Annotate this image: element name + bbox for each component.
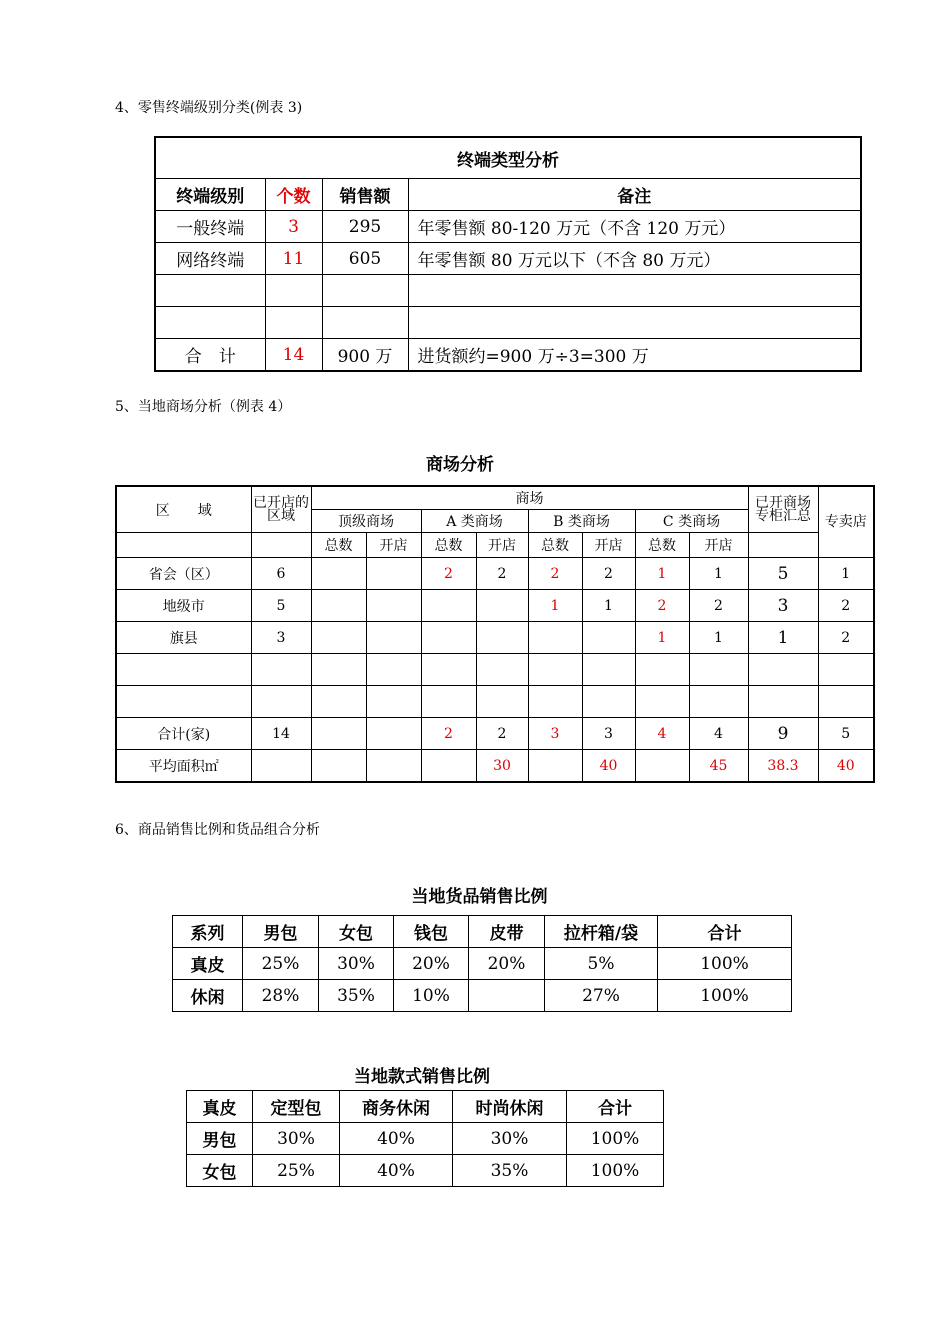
header-open: 开店 <box>689 533 748 558</box>
cell-region: 合计(家) <box>116 718 251 750</box>
cell-value: 2 <box>476 718 528 750</box>
cell-value: 3 <box>582 718 635 750</box>
style-sales-ratio-table <box>186 1090 664 1187</box>
header-business-casual: 商务休闲 <box>340 1091 453 1123</box>
cell-value <box>251 686 311 718</box>
cell-value <box>528 686 582 718</box>
cell-value <box>421 686 476 718</box>
terminal-table-caption: 终端类型分析 <box>155 137 861 179</box>
header-leather: 真皮 <box>187 1091 253 1123</box>
cell-value: 30 <box>476 750 528 783</box>
table-row <box>155 243 861 275</box>
header-top-mall: 顶级商场 <box>311 510 421 533</box>
cell-value: 35% <box>319 980 394 1012</box>
cell-value <box>476 686 528 718</box>
header-trolley: 拉杆箱/袋 <box>545 916 658 948</box>
average-area-row <box>116 750 874 783</box>
table-row <box>116 622 874 654</box>
cell-empty <box>155 307 265 339</box>
header-mens-bag: 男包 <box>243 916 319 948</box>
terminal-table-header-row <box>155 179 861 211</box>
cell-value: 5 <box>251 590 311 622</box>
cell-region: 地级市 <box>116 590 251 622</box>
cell-empty <box>116 533 251 558</box>
header-total: 合计 <box>567 1091 664 1123</box>
cell-category: 女包 <box>187 1155 253 1187</box>
cell-series: 休闲 <box>173 980 243 1012</box>
cell-count: 14 <box>265 339 322 372</box>
cell-value <box>366 558 421 590</box>
cell-value: 20% <box>394 948 469 980</box>
cell-value <box>366 718 421 750</box>
cell-category: 男包 <box>187 1123 253 1155</box>
cell-value: 1 <box>635 558 689 590</box>
header-a-mall: A 类商场 <box>421 510 528 533</box>
mall-table-title: 商场分析 <box>426 455 494 475</box>
cell-count: 3 <box>265 211 322 243</box>
cell-empty <box>155 275 265 307</box>
cell-value <box>476 622 528 654</box>
cell-value <box>311 590 366 622</box>
cell-value: 1 <box>689 622 748 654</box>
cell-value: 25% <box>243 948 319 980</box>
style-table-title: 当地款式销售比例 <box>354 1067 490 1087</box>
header-opened-region: 已开店的区域 <box>251 486 311 533</box>
cell-value: 30% <box>253 1123 340 1155</box>
header-total: 总数 <box>311 533 366 558</box>
cell-value: 1 <box>635 622 689 654</box>
cell-value: 2 <box>582 558 635 590</box>
header-structured-bag: 定型包 <box>253 1091 340 1123</box>
goods-table-title: 当地货品销售比例 <box>411 887 548 907</box>
header-region: 区 域 <box>116 486 251 533</box>
cell-value <box>311 654 366 686</box>
cell-level: 网络终端 <box>155 243 265 275</box>
header-counter-summary: 已开商场专柜汇总 <box>748 486 818 533</box>
cell-value: 10% <box>394 980 469 1012</box>
cell-value <box>421 622 476 654</box>
cell-value: 35% <box>453 1155 567 1187</box>
cell-sales: 605 <box>322 243 408 275</box>
cell-value <box>582 622 635 654</box>
cell-value <box>748 654 818 686</box>
header-open: 开店 <box>582 533 635 558</box>
cell-value: 27% <box>545 980 658 1012</box>
cell-value <box>366 590 421 622</box>
cell-region <box>116 654 251 686</box>
cell-value: 2 <box>818 590 874 622</box>
cell-value: 5 <box>818 718 874 750</box>
header-fashion-casual: 时尚休闲 <box>453 1091 567 1123</box>
cell-value: 9 <box>748 718 818 750</box>
header-wallet: 钱包 <box>394 916 469 948</box>
cell-value <box>689 654 748 686</box>
total-row <box>155 339 861 372</box>
cell-value: 100% <box>658 948 792 980</box>
cell-value <box>818 686 874 718</box>
cell-value <box>366 686 421 718</box>
cell-empty <box>748 533 818 558</box>
cell-value: 30% <box>453 1123 567 1155</box>
table-row <box>155 211 861 243</box>
cell-value: 14 <box>251 718 311 750</box>
cell-remark: 年零售额 80-120 万元（不含 120 万元） <box>408 211 861 243</box>
cell-value: 30% <box>319 948 394 980</box>
cell-value <box>366 622 421 654</box>
cell-value <box>251 750 311 783</box>
header-malls: 商场 <box>311 486 748 510</box>
header-sales: 销售额 <box>322 179 408 211</box>
table-row <box>116 558 874 590</box>
cell-value: 100% <box>567 1123 664 1155</box>
section-5-heading: 5、当地商场分析（例表 4） <box>115 399 292 415</box>
header-series: 系列 <box>173 916 243 948</box>
cell-value <box>582 686 635 718</box>
cell-value: 1 <box>818 558 874 590</box>
cell-series: 真皮 <box>173 948 243 980</box>
cell-value: 2 <box>476 558 528 590</box>
cell-value: 1 <box>689 558 748 590</box>
cell-value <box>311 750 366 783</box>
header-womens-bag: 女包 <box>319 916 394 948</box>
table-row <box>173 980 792 1012</box>
cell-value <box>689 686 748 718</box>
mall-analysis-table <box>115 485 875 783</box>
table-row <box>116 686 874 718</box>
cell-value: 25% <box>253 1155 340 1187</box>
cell-value: 40% <box>340 1155 453 1187</box>
cell-value <box>366 750 421 783</box>
table-row <box>116 590 874 622</box>
cell-empty <box>408 275 861 307</box>
cell-value <box>421 590 476 622</box>
cell-value <box>421 654 476 686</box>
cell-value <box>748 686 818 718</box>
cell-value: 3 <box>251 622 311 654</box>
cell-value <box>635 686 689 718</box>
table-row <box>187 1123 664 1155</box>
header-remark: 备注 <box>408 179 861 211</box>
cell-value <box>528 654 582 686</box>
cell-value: 2 <box>421 558 476 590</box>
cell-value: 40 <box>582 750 635 783</box>
cell-value: 20% <box>469 948 545 980</box>
header-specialty-store: 专卖店 <box>818 486 874 558</box>
cell-value <box>311 718 366 750</box>
cell-value: 1 <box>528 590 582 622</box>
cell-value: 4 <box>635 718 689 750</box>
cell-empty <box>251 533 311 558</box>
cell-remark: 年零售额 80 万元以下（不含 80 万元） <box>408 243 861 275</box>
cell-value: 40% <box>340 1123 453 1155</box>
cell-value <box>311 622 366 654</box>
cell-empty <box>322 307 408 339</box>
cell-empty <box>265 275 322 307</box>
header-belt: 皮带 <box>469 916 545 948</box>
cell-value <box>635 654 689 686</box>
header-total: 总数 <box>635 533 689 558</box>
goods-sales-ratio-table <box>172 915 792 1012</box>
cell-value: 40 <box>818 750 874 783</box>
terminal-type-table <box>154 136 862 372</box>
cell-value: 1 <box>582 590 635 622</box>
total-row <box>116 718 874 750</box>
table-row <box>155 307 861 339</box>
cell-region: 省会（区） <box>116 558 251 590</box>
cell-value: 38.3 <box>748 750 818 783</box>
header-total: 合计 <box>658 916 792 948</box>
cell-empty <box>408 307 861 339</box>
cell-region <box>116 686 251 718</box>
cell-region: 旗县 <box>116 622 251 654</box>
cell-region: 平均面积㎡ <box>116 750 251 783</box>
cell-value <box>476 654 528 686</box>
header-count: 个数 <box>265 179 322 211</box>
mall-table-body <box>116 558 874 783</box>
cell-value: 2 <box>689 590 748 622</box>
cell-value: 2 <box>818 622 874 654</box>
cell-value: 6 <box>251 558 311 590</box>
cell-value: 45 <box>689 750 748 783</box>
cell-value <box>421 750 476 783</box>
cell-value: 2 <box>635 590 689 622</box>
cell-value: 1 <box>748 622 818 654</box>
cell-value <box>476 590 528 622</box>
table-row <box>116 654 874 686</box>
cell-value: 2 <box>528 558 582 590</box>
header-total: 总数 <box>421 533 476 558</box>
cell-empty <box>322 275 408 307</box>
cell-value: 5% <box>545 948 658 980</box>
cell-value: 2 <box>421 718 476 750</box>
cell-value: 100% <box>658 980 792 1012</box>
cell-value <box>818 654 874 686</box>
cell-level: 一般终端 <box>155 211 265 243</box>
cell-count: 11 <box>265 243 322 275</box>
header-total: 总数 <box>528 533 582 558</box>
cell-value <box>251 654 311 686</box>
cell-empty <box>265 307 322 339</box>
cell-value <box>469 980 545 1012</box>
header-c-mall: C 类商场 <box>635 510 748 533</box>
header-open: 开店 <box>366 533 421 558</box>
section-6-heading: 6、商品销售比例和货品组合分析 <box>115 822 320 838</box>
cell-value <box>311 686 366 718</box>
cell-value: 3 <box>748 590 818 622</box>
cell-value <box>582 654 635 686</box>
table-row <box>155 275 861 307</box>
cell-level: 合 计 <box>155 339 265 372</box>
cell-value: 28% <box>243 980 319 1012</box>
cell-value: 5 <box>748 558 818 590</box>
header-b-mall: B 类商场 <box>528 510 635 533</box>
section-4-heading: 4、零售终端级别分类(例表 3) <box>115 100 303 116</box>
cell-value: 3 <box>528 718 582 750</box>
cell-remark: 进货额约=900 万÷3=300 万 <box>408 339 861 372</box>
cell-value <box>528 750 582 783</box>
goods-table-header-row <box>173 916 792 948</box>
cell-value <box>635 750 689 783</box>
header-terminal-level: 终端级别 <box>155 179 265 211</box>
cell-value: 4 <box>689 718 748 750</box>
header-open: 开店 <box>476 533 528 558</box>
cell-sales: 900 万 <box>322 339 408 372</box>
table-row <box>173 948 792 980</box>
style-table-header-row <box>187 1091 664 1123</box>
cell-value <box>528 622 582 654</box>
cell-value <box>366 654 421 686</box>
cell-sales: 295 <box>322 211 408 243</box>
cell-value <box>311 558 366 590</box>
table-row <box>187 1155 664 1187</box>
cell-value: 100% <box>567 1155 664 1187</box>
